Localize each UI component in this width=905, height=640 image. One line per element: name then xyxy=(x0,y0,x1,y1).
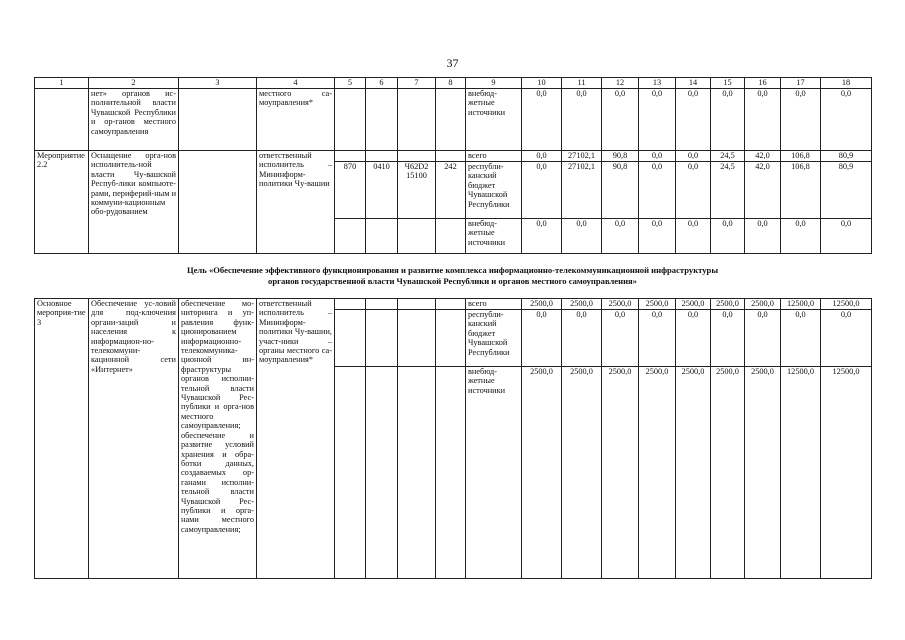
cell-value: 0,0 xyxy=(676,89,711,151)
cell-description: Обеспечение ус-ловий для под-ключения органи-заций и населения к информацион-но-телекоммуни-кационной сети «Интернет» xyxy=(89,299,179,579)
cell-value: 106,8 xyxy=(781,162,821,219)
cell-value: 0,0 xyxy=(522,162,562,219)
cell-value: 0,0 xyxy=(821,310,872,367)
cell-value: 0,0 xyxy=(562,310,602,367)
cell xyxy=(366,310,398,367)
cell-source: внебюд-жетные источники xyxy=(466,219,522,254)
cell-value: 0,0 xyxy=(745,89,781,151)
page-number: 37 xyxy=(446,56,459,70)
cell xyxy=(366,299,398,310)
cell-source: внебюд-жетные источники xyxy=(466,367,522,579)
cell-source: всего xyxy=(466,299,522,310)
cell-value: 0,0 xyxy=(562,89,602,151)
header-cell: 17 xyxy=(781,78,821,89)
header-cell: 14 xyxy=(676,78,711,89)
cell xyxy=(366,219,398,254)
goal-line-2: органов государственной власти Чувашской Республики и органов местного самоуправления» xyxy=(268,275,637,286)
goal-heading xyxy=(34,265,871,286)
cell-value: 12500,0 xyxy=(781,367,821,579)
header-cell: 12 xyxy=(602,78,639,89)
cell-value: 2500,0 xyxy=(522,367,562,579)
cell-value: 0,0 xyxy=(711,310,745,367)
cell xyxy=(335,299,366,310)
header-cell: 2 xyxy=(89,78,179,89)
cell-value: 90,8 xyxy=(602,162,639,219)
cell-value: 0,0 xyxy=(639,310,676,367)
cell-value: 0,0 xyxy=(781,89,821,151)
cell xyxy=(366,89,398,151)
cell-value: 0,0 xyxy=(745,219,781,254)
cell-value: 0,0 xyxy=(821,89,872,151)
cell-value: 0,0 xyxy=(781,310,821,367)
cell xyxy=(398,299,436,310)
cell-activities: обеспечение мо-ниторинга и уп-равления функ-ционированием информационно-телекоммуника-ционной ин-фраструктуры органов исполни-тельной власти Чувашской Рес-публики и орга-нов местного самоуправления; обеспечение и развитие условий хранения и обра-ботки данных, создаваемых ор-ганами исполни-тельной власти Чувашской Рес-публики и орга-нами местного самоуправления; xyxy=(179,299,257,579)
cell-value: 0,0 xyxy=(676,162,711,219)
header-cell: 1 xyxy=(35,78,89,89)
cell-value: 0,0 xyxy=(602,89,639,151)
cell-value: 0,0 xyxy=(602,310,639,367)
cell xyxy=(179,151,257,254)
cell-value: 0,0 xyxy=(639,89,676,151)
header-cell: 13 xyxy=(639,78,676,89)
cell xyxy=(436,299,466,310)
cell-value: 2500,0 xyxy=(639,367,676,579)
program-table-bottom xyxy=(34,298,872,579)
cell xyxy=(398,89,436,151)
cell-value: 2500,0 xyxy=(711,299,745,310)
cell-source: внебюд-жетные источники xyxy=(466,89,522,151)
cell-value: 0,0 xyxy=(639,162,676,219)
header-cell: 15 xyxy=(711,78,745,89)
cell xyxy=(398,219,436,254)
cell-value: 2500,0 xyxy=(562,299,602,310)
cell xyxy=(335,219,366,254)
cell-value: 0,0 xyxy=(821,219,872,254)
cell-value: 42,0 xyxy=(745,151,781,162)
cell-section-code: 0410 xyxy=(366,162,398,219)
cell xyxy=(436,310,466,367)
cell-description: нет» органов ис-полнительной власти Чувашской Республики и ор-ганов местного самоуправления xyxy=(89,89,179,151)
cell-value: 0,0 xyxy=(639,219,676,254)
cell xyxy=(436,151,466,162)
program-table-top xyxy=(34,77,872,254)
cell-source: республи-канский бюджет Чувашской Республики xyxy=(466,310,522,367)
cell-value: 0,0 xyxy=(602,219,639,254)
cell-ministry-code: 870 xyxy=(335,162,366,219)
cell-value: 0,0 xyxy=(781,219,821,254)
header-cell: 9 xyxy=(466,78,522,89)
cell xyxy=(335,367,366,579)
cell xyxy=(335,310,366,367)
cell-value: 27102,1 xyxy=(562,151,602,162)
header-cell: 3 xyxy=(179,78,257,89)
cell-value: 80,9 xyxy=(821,162,872,219)
header-cell: 5 xyxy=(335,78,366,89)
cell-value: 80,9 xyxy=(821,151,872,162)
cell-value: 27102,1 xyxy=(562,162,602,219)
cell xyxy=(366,367,398,579)
cell-value: 2500,0 xyxy=(639,299,676,310)
cell-value: 0,0 xyxy=(522,219,562,254)
cell-value: 2500,0 xyxy=(711,367,745,579)
cell-value: 12500,0 xyxy=(781,299,821,310)
table-row xyxy=(35,151,872,162)
header-cell: 4 xyxy=(257,78,335,89)
table-row xyxy=(35,299,872,310)
cell-value: 2500,0 xyxy=(602,367,639,579)
cell-value: 2500,0 xyxy=(602,299,639,310)
cell-value: 24,5 xyxy=(711,162,745,219)
cell-value: 2500,0 xyxy=(676,367,711,579)
cell xyxy=(179,89,257,151)
cell-value: 2500,0 xyxy=(522,299,562,310)
cell-value: 0,0 xyxy=(745,310,781,367)
cell xyxy=(436,367,466,579)
header-cell: 16 xyxy=(745,78,781,89)
cell-target-code: Ч62D2 15100 xyxy=(398,162,436,219)
header-cell: 10 xyxy=(522,78,562,89)
cell xyxy=(366,151,398,162)
cell-value: 90,8 xyxy=(602,151,639,162)
cell-executor: местного са-моуправления* xyxy=(257,89,335,151)
cell xyxy=(335,151,366,162)
cell-value: 0,0 xyxy=(676,151,711,162)
cell-value: 0,0 xyxy=(522,310,562,367)
cell-event-number: Мероприятие 2.2 xyxy=(35,151,89,254)
cell-value: 0,0 xyxy=(522,89,562,151)
table-row xyxy=(35,89,872,151)
cell-source: республи-канский бюджет Чувашской Республики xyxy=(466,162,522,219)
header-cell: 8 xyxy=(436,78,466,89)
cell-value: 0,0 xyxy=(562,219,602,254)
header-cell: 6 xyxy=(366,78,398,89)
cell-value: 12500,0 xyxy=(821,367,872,579)
cell xyxy=(436,219,466,254)
cell xyxy=(436,89,466,151)
cell-value: 2500,0 xyxy=(745,299,781,310)
cell-description: Оснащение орга-нов исполнитель-ной власти Чу-вашской Респуб-лики компьюте-рами, периферий-ным и коммуни-кационным обо-рудованием xyxy=(89,151,179,254)
cell-value: 0,0 xyxy=(676,219,711,254)
cell-value: 0,0 xyxy=(711,89,745,151)
cell-source: всего xyxy=(466,151,522,162)
cell-value: 2500,0 xyxy=(745,367,781,579)
header-cell: 11 xyxy=(562,78,602,89)
cell-value: 0,0 xyxy=(711,219,745,254)
cell-value: 42,0 xyxy=(745,162,781,219)
cell xyxy=(398,310,436,367)
header-cell: 18 xyxy=(821,78,872,89)
cell xyxy=(35,89,89,151)
cell-value: 24,5 xyxy=(711,151,745,162)
cell-value: 0,0 xyxy=(522,151,562,162)
cell-value: 2500,0 xyxy=(562,367,602,579)
cell xyxy=(335,89,366,151)
cell-expense-code: 242 xyxy=(436,162,466,219)
cell-value: 0,0 xyxy=(639,151,676,162)
goal-line-1: Цель «Обеспечение эффективного функционирования и развитие комплекса информационно-телекоммуникационной инфраструктуры xyxy=(186,265,719,275)
column-number-row xyxy=(35,78,872,89)
cell-value: 106,8 xyxy=(781,151,821,162)
cell-value: 0,0 xyxy=(676,310,711,367)
header-cell: 7 xyxy=(398,78,436,89)
cell-value: 2500,0 xyxy=(676,299,711,310)
cell-executor: ответственный исполнитель – Мининформ-политики Чу-вашии, участ-ники – органы местного са-моуправления* xyxy=(257,299,335,579)
cell-value: 12500,0 xyxy=(821,299,872,310)
cell-event-number: Основное мероприя-тие 3 xyxy=(35,299,89,579)
cell xyxy=(398,367,436,579)
cell xyxy=(398,151,436,162)
cell-executor: ответственный исполнитель – Мининформ-политики Чу-вашии xyxy=(257,151,335,254)
